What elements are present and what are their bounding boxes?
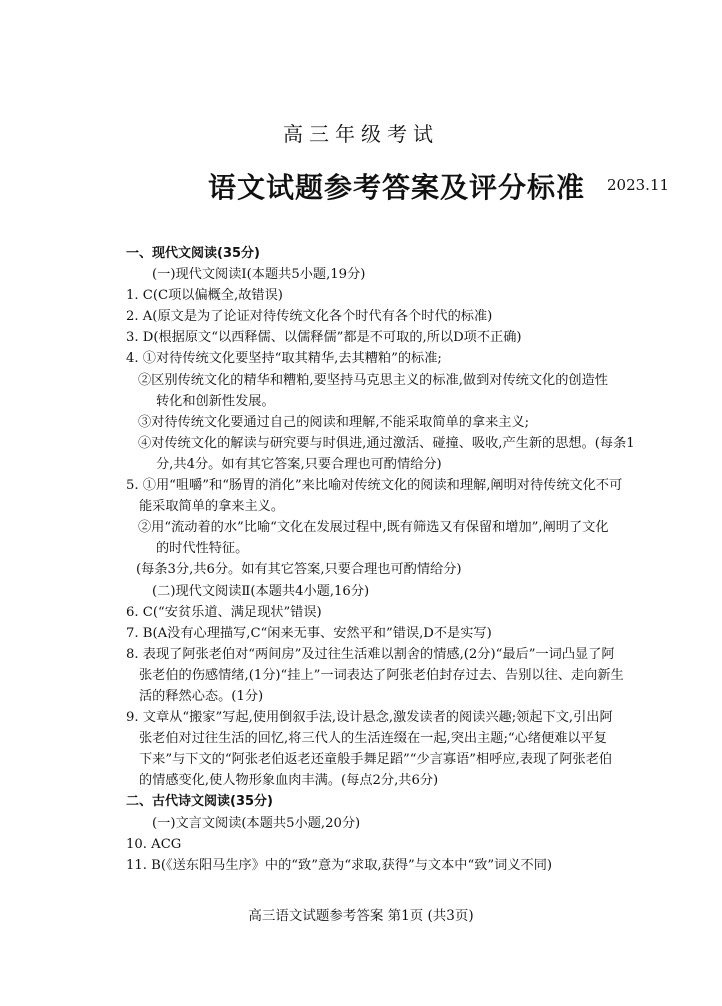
- answer-line: 的情感变化,使人物形象血肉丰满。(每点2分,共6分): [139, 773, 439, 789]
- answer-line: 8. 表现了阿张老伯对“两间房”及过往生活难以割舍的情感,(2分)“最后”一词凸显了阿: [126, 646, 615, 662]
- answer-line: 下来”与下文的“阿张老伯返老还童般手舞足蹈”“少言寡语”相呼应,表现了阿张老伯: [139, 752, 613, 768]
- answer-line: 9. 文章从“搬家”写起,使用倒叙手法,设计悬念,激发读者的阅读兴趣;领起下文,引出阿: [126, 710, 613, 726]
- answer-line: 7. B(A没有心理描写,C“闲来无事、安然平和”错误,D不是实写): [126, 625, 492, 641]
- answer-line: ④对传统文化的解读与研究要与时俱进,通过激活、碰撞、吸收,产生新的思想。(每条1: [138, 435, 635, 451]
- answer-line: 分,共4分。如有其它答案,只要合理也可酌情给分): [156, 456, 442, 472]
- answer-line: ③对待传统文化要通过自己的阅读和理解,不能采取简单的拿来主义;: [138, 414, 530, 430]
- exam-date: 2023.11: [607, 176, 670, 194]
- subsection-heading: (二)现代文阅读Ⅱ(本题共4小题,16分): [152, 583, 370, 599]
- answer-content: [126, 243, 666, 876]
- answer-line: 张老伯的伤感情绪,(1分)“挂上”一词表达了阿张老伯封存过去、告别以往、走向新生: [139, 667, 624, 683]
- answer-line: 10. ACG: [126, 836, 182, 852]
- answer-line: 能采取简单的拿来主义。: [139, 499, 285, 515]
- answer-line: 1. C(C项以偏概全,故错误): [126, 288, 283, 304]
- subsection-heading: (一)文言文阅读(本题共5小题,20分): [152, 815, 361, 831]
- answer-line: (每条3分,共6分。如有其它答案,只要合理也可酌情给分): [136, 562, 462, 578]
- page-title: 语文试题参考答案及评分标准: [208, 171, 586, 204]
- answer-line: 5. ①用“咀嚼”和“肠胃的消化”来比喻对传统文化的阅读和理解,阐明对待传统文化不可: [126, 478, 623, 494]
- subsection-heading: (一)现代文阅读Ⅰ(本题共5小题,19分): [152, 267, 366, 283]
- exam-subtitle: 高三年级考试: [283, 122, 439, 146]
- answer-line: ②区别传统文化的精华和糟粕,要坚持马克思主义的标准,做到对传统文化的创造性: [138, 372, 608, 388]
- answer-line: 张老伯对过往生活的回忆,将三代人的生活连缀在一起,突出主题;“心绪便难以平复: [139, 731, 607, 747]
- answer-line: ②用“流动着的水”比喻“文化在发展过程中,既有筛选又有保留和增加”,阐明了文化: [138, 520, 609, 536]
- answer-line: 的时代性特征。: [156, 541, 249, 557]
- answer-line: 3. D(根据原文“以西释儒、以儒释儒”都是不可取的,所以D项不正确): [126, 330, 522, 346]
- answer-line: 11. B(《送东阳马生序》中的“致”意为“求取,获得”与文本中“致”词义不同): [126, 857, 553, 873]
- section-heading: 二、古代诗文阅读(35分): [126, 794, 273, 810]
- section-heading: 一、现代文阅读(35分): [126, 246, 260, 261]
- answer-line: 4. ①对待传统文化要坚持“取其精华,去其糟粕”的标准;: [126, 351, 442, 367]
- answer-line: 转化和创新性发展。: [156, 393, 275, 409]
- answer-line: 活的释然心态。(1分): [139, 688, 264, 704]
- answer-line: 6. C(“安贫乐道、满足现状”错误): [126, 604, 322, 620]
- page-footer: 高三语文试题参考答案 第1页 (共3页): [248, 908, 474, 924]
- answer-line: 2. A(原文是为了论证对待传统文化各个时代有各个时代的标准): [126, 309, 493, 325]
